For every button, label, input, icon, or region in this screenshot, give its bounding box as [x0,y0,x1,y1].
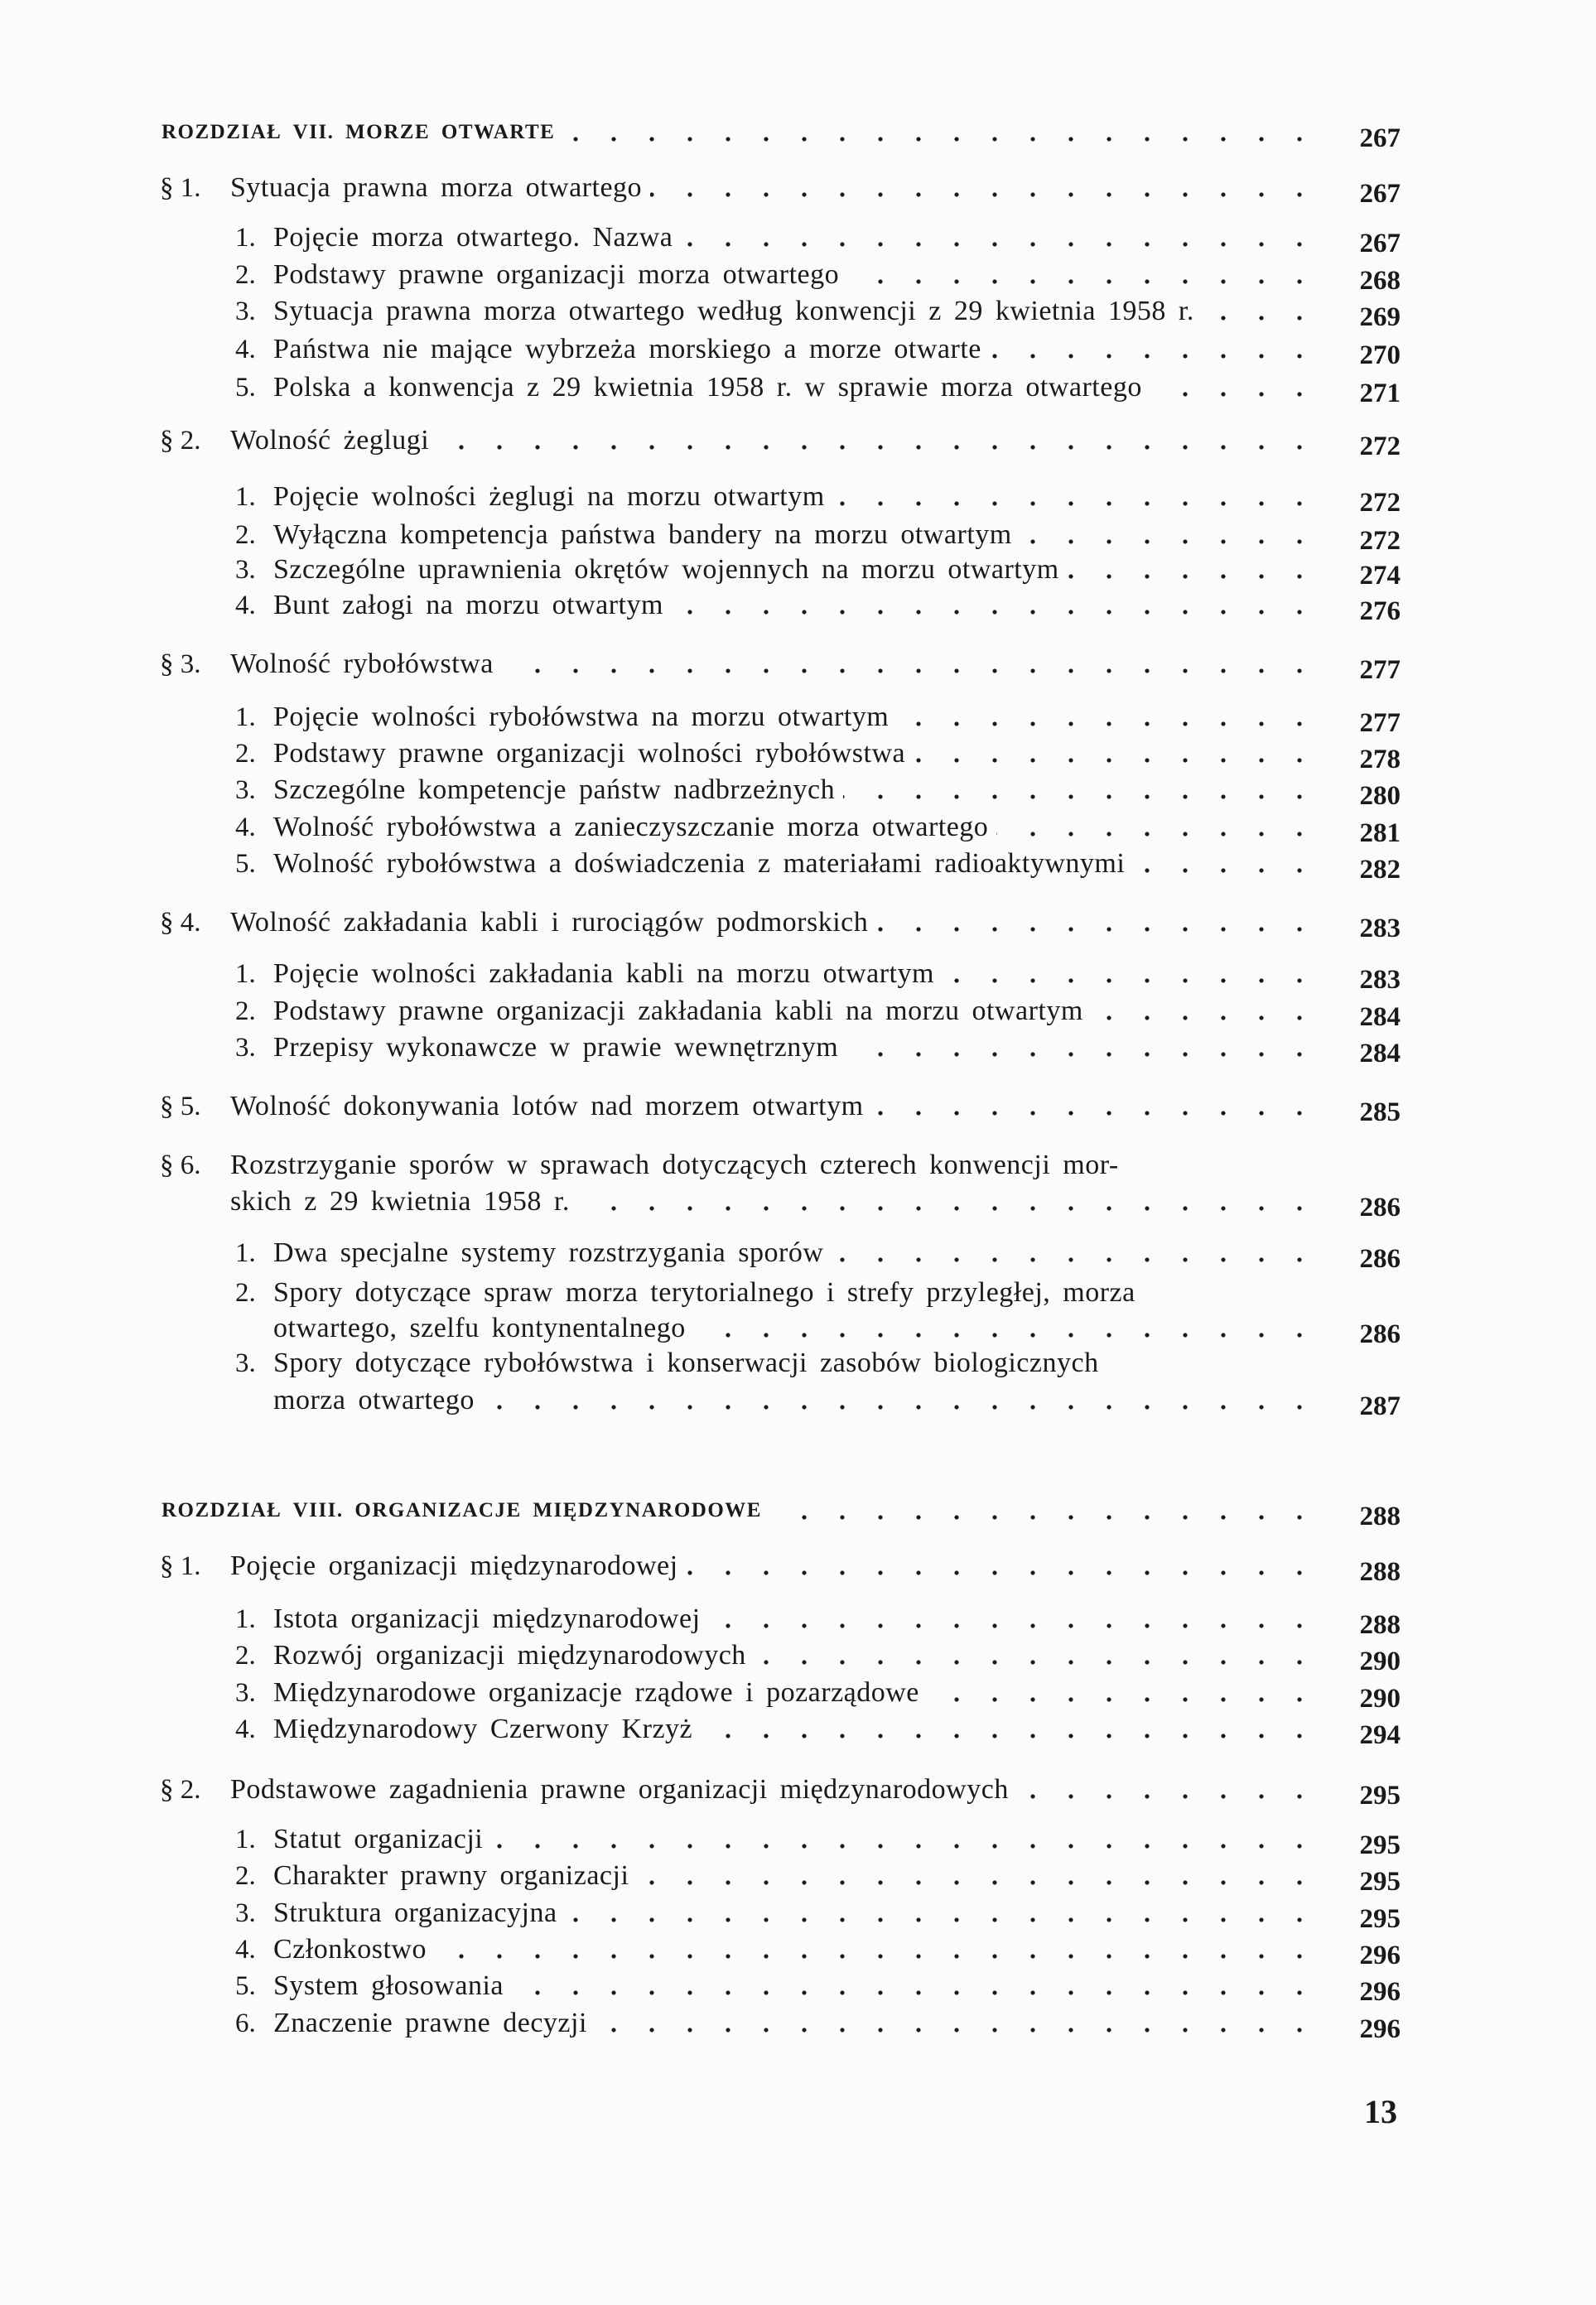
dot-leader [832,1234,1325,1272]
item-number: 3. [235,1032,256,1063]
section-page-number: 267 [1359,179,1401,209]
item-title: Międzynarodowe organizacje rządowe i pozarządowe [273,1677,919,1708]
item-page-number: 282 [1359,855,1401,885]
item-title: Istota organizacji międzynarodowej [273,1603,701,1634]
dot-leader [928,1674,1325,1712]
dot-leader [709,1600,1325,1638]
item-row [0,1637,1596,1675]
item-number: 3. [235,1348,256,1378]
item-page-number: 284 [1359,1039,1401,1068]
chapter-title: ROZDZIAŁ VII. MORZE OTWARTE [162,121,556,143]
item-number: 2. [235,996,256,1026]
item-row [0,1344,1596,1382]
item-number: 4. [235,1714,256,1744]
section-title: Podstawowe zagadnienia prawne organizacji międzynarodowych [230,1774,1009,1805]
item-page-number: 290 [1359,1684,1401,1714]
dot-leader [1150,369,1325,407]
section-row [0,1771,1596,1809]
item-title: Podstawy prawne organizacji wolności rybołówstwa [273,738,906,769]
item-number: 1. [235,222,256,253]
item-title: Charakter prawny organizacji [273,1860,629,1891]
dot-leader [833,478,1325,516]
item-number: 1. [235,1824,256,1854]
section-number: § 6. [160,1150,201,1180]
dot-leader [437,422,1325,460]
item-title: Szczególne kompetencje państw nadbrzeżnych [273,774,836,805]
item-page-number: 272 [1359,488,1401,518]
item-title: Spory dotyczące rybołówstwa i konserwacji zasobów biologicznych [273,1348,1099,1378]
dot-leader [672,586,1325,624]
item-number: 2. [235,738,256,769]
item-number: 3. [235,1898,256,1928]
section-page-number: 285 [1359,1097,1401,1127]
section-title: skich z 29 kwietnia 1958 r. [230,1186,570,1217]
dot-leader [491,1820,1325,1859]
item-page-number: 296 [1359,2014,1401,2044]
dot-leader [483,1382,1325,1420]
item-row [0,478,1596,516]
item-title: System głosowania [273,1970,504,2001]
item-row [0,330,1596,369]
dot-leader [843,771,1325,809]
chapter-row [0,1492,1596,1530]
item-title: Przepisy wykonawcze w prawie wewnętrznym [273,1032,839,1063]
dot-leader [1020,516,1325,554]
item-title: Państwa nie mające wybrzeża morskiego a morze otwarte [273,334,981,364]
section-title: Wolność rybołówstwa [230,649,494,679]
item-row [0,1967,1596,2005]
item-number: 6. [235,2008,256,2038]
dot-leader [1017,1771,1325,1809]
section-number: § 5. [160,1091,201,1121]
item-row [0,551,1596,589]
item-title: Rozwój organizacji międzynarodowych [273,1640,746,1671]
item-page-number: 272 [1359,526,1401,556]
item-page-number: 284 [1359,1002,1401,1032]
item-row [0,845,1596,883]
dot-leader [701,1710,1325,1748]
dot-leader [1203,292,1325,330]
item-page-number: 295 [1359,1867,1401,1897]
dot-leader [897,698,1325,736]
item-number: 2. [235,1860,256,1891]
section-row [0,422,1596,460]
item-number: 2. [235,519,256,550]
dot-leader [1133,845,1325,883]
item-number: 2. [235,259,256,290]
section-page-number: 295 [1359,1781,1401,1811]
item-number: 3. [235,296,256,326]
item-row [0,516,1596,554]
item-row [0,808,1596,846]
section-title: Wolność żeglugi [230,425,430,456]
section-title: Wolność dokonywania lotów nad morzem otwartym [230,1091,864,1121]
item-row [0,698,1596,736]
chapter-page-number: 288 [1359,1502,1401,1531]
section-title: Sytuacja prawna morza otwartego [230,172,643,203]
dot-leader [770,1492,1325,1530]
item-title: Spory dotyczące spraw morza terytorialnego i strefy przyległej, morza [273,1277,1136,1308]
item-page-number: 268 [1359,266,1401,296]
chapter-title: ROZDZIAŁ VIII. ORGANIZACJE MIĘDZYNARODOWE [162,1499,762,1521]
section-page-number: 277 [1359,655,1401,685]
item-title: Dwa specjalne systemy rozstrzygania sporów [273,1237,824,1268]
dot-leader [681,219,1325,257]
item-page-number: 277 [1359,708,1401,738]
item-title: Podstawy prawne organizacji zakładania kabli na morzu otwartym [273,996,1083,1026]
item-page-number: 274 [1359,561,1401,591]
section-number: § 1. [160,172,201,203]
item-page-number: 286 [1359,1244,1401,1274]
item-row [0,369,1596,407]
section-row [0,169,1596,207]
item-number: 1. [235,1603,256,1634]
item-page-number: 269 [1359,302,1401,332]
section-number: § 4. [160,907,201,938]
dot-leader [563,113,1325,152]
item-page-number: 286 [1359,1319,1401,1349]
section-row [0,904,1596,942]
item-page-number: 276 [1359,596,1401,626]
item-title: Wolność rybołówstwa a zanieczyszczanie morza otwartego [273,812,989,842]
section-page-number: 283 [1359,914,1401,943]
item-row [0,1857,1596,1895]
section-row [0,645,1596,683]
chapter-row [0,113,1596,152]
item-number: 1. [235,702,256,732]
item-page-number: 296 [1359,1941,1401,1970]
dot-leader [687,1547,1325,1585]
item-title: Pojęcie wolności rybołówstwa na morzu otwartym [273,702,890,732]
item-number: 2. [235,1640,256,1671]
item-row [0,771,1596,809]
item-number: 3. [235,774,256,805]
item-page-number: 267 [1359,229,1401,258]
item-title: morza otwartego [273,1385,475,1415]
item-row [0,292,1596,330]
item-number: 1. [235,1237,256,1268]
item-row [0,1710,1596,1748]
item-page-number: 283 [1359,965,1401,995]
item-page-number: 270 [1359,340,1401,370]
item-page-number: 287 [1359,1391,1401,1421]
item-title: Szczególne uprawnienia okrętów wojennych na morzu otwartym [273,554,1059,585]
section-title: Pojęcie organizacji międzynarodowej [230,1550,678,1581]
item-number: 5. [235,372,256,403]
item-row [0,1234,1596,1272]
item-number: 1. [235,958,256,989]
item-row [0,1382,1596,1420]
section-row [0,1183,1596,1221]
dot-leader [637,1857,1325,1895]
item-row [0,955,1596,993]
item-page-number: 296 [1359,1977,1401,2007]
item-title: Polska a konwencja z 29 kwietnia 1958 r. w sprawie morza otwartego [273,372,1142,403]
section-page-number: 286 [1359,1193,1401,1222]
item-row [0,1674,1596,1712]
item-title: Podstawy prawne organizacji morza otwartego [273,259,840,290]
item-number: 5. [235,1970,256,2001]
dot-leader [512,1967,1325,2005]
item-number: 5. [235,848,256,879]
dot-leader [996,808,1325,846]
item-page-number: 278 [1359,745,1401,774]
dot-leader [872,1087,1325,1126]
item-row [0,1820,1596,1859]
dot-leader [990,330,1325,369]
item-number: 3. [235,554,256,585]
item-row [0,1309,1596,1348]
item-title: Międzynarodowy Czerwony Krzyż [273,1714,693,1744]
item-title: Znaczenie prawne decyzji [273,2008,587,2038]
dot-leader [578,1183,1325,1221]
item-number: 4. [235,812,256,842]
item-row [0,1600,1596,1638]
page-number: 13 [1364,2093,1397,2130]
item-number: 4. [235,334,256,364]
dot-leader [435,1931,1325,1969]
item-row [0,992,1596,1030]
item-page-number: 271 [1359,379,1401,408]
item-row [0,219,1596,257]
dot-leader [566,1894,1325,1932]
dot-leader [914,735,1325,773]
item-title: Wolność rybołówstwa a doświadczenia z materiałami radioaktywnymi [273,848,1126,879]
item-page-number: 288 [1359,1610,1401,1640]
section-title: Rozstrzyganie sporów w sprawach dotyczących czterech konwencji mor- [230,1150,1119,1180]
dot-leader [846,1029,1325,1067]
item-number: 3. [235,1677,256,1708]
item-row [0,1274,1596,1312]
item-page-number: 281 [1359,818,1401,848]
dot-leader [1068,551,1325,589]
item-number: 4. [235,1934,256,1965]
chapter-page-number: 267 [1359,123,1401,153]
section-number: § 1. [160,1550,201,1581]
dot-leader [650,169,1325,207]
item-page-number: 294 [1359,1720,1401,1750]
item-number: 2. [235,1277,256,1308]
item-number: 1. [235,481,256,512]
item-page-number: 295 [1359,1904,1401,1934]
item-row [0,1931,1596,1969]
item-row [0,2004,1596,2042]
item-title: Struktura organizacyjna [273,1898,557,1928]
section-number: § 2. [160,425,201,456]
section-row [0,1087,1596,1126]
item-title: Pojęcie morza otwartego. Nazwa [273,222,673,253]
dot-leader [876,904,1325,942]
item-page-number: 290 [1359,1647,1401,1676]
item-title: Bunt załogi na morzu otwartym [273,590,663,620]
section-number: § 3. [160,649,201,679]
item-title: Wyłączna kompetencja państwa bandery na morzu otwartym [273,519,1012,550]
section-title: Wolność zakładania kabli i rurociągów podmorskich [230,907,869,938]
dot-leader [847,256,1325,294]
section-row [0,1547,1596,1585]
dot-leader [595,2004,1325,2042]
item-page-number: 280 [1359,781,1401,811]
dot-leader [1092,992,1325,1030]
item-page-number: 295 [1359,1830,1401,1860]
item-title: otwartego, szelfu kontynentalnego [273,1313,686,1343]
item-title: Członkostwo [273,1934,427,1965]
section-page-number: 272 [1359,432,1401,461]
item-row [0,1894,1596,1932]
item-row [0,586,1596,624]
dot-leader [694,1309,1325,1348]
section-page-number: 288 [1359,1557,1401,1587]
item-row [0,256,1596,294]
section-row [0,1146,1596,1184]
item-title: Statut organizacji [273,1824,484,1854]
item-row [0,1029,1596,1067]
item-number: 4. [235,590,256,620]
item-title: Pojęcie wolności żeglugi na morzu otwartym [273,481,825,512]
item-title: Sytuacja prawna morza otwartego według konwencji z 29 kwietnia 1958 r. [273,296,1194,326]
dot-leader [502,645,1325,683]
section-number: § 2. [160,1774,201,1805]
item-row [0,735,1596,773]
dot-leader [943,955,1325,993]
dot-leader [755,1637,1325,1675]
item-title: Pojęcie wolności zakładania kabli na morzu otwartym [273,958,934,989]
